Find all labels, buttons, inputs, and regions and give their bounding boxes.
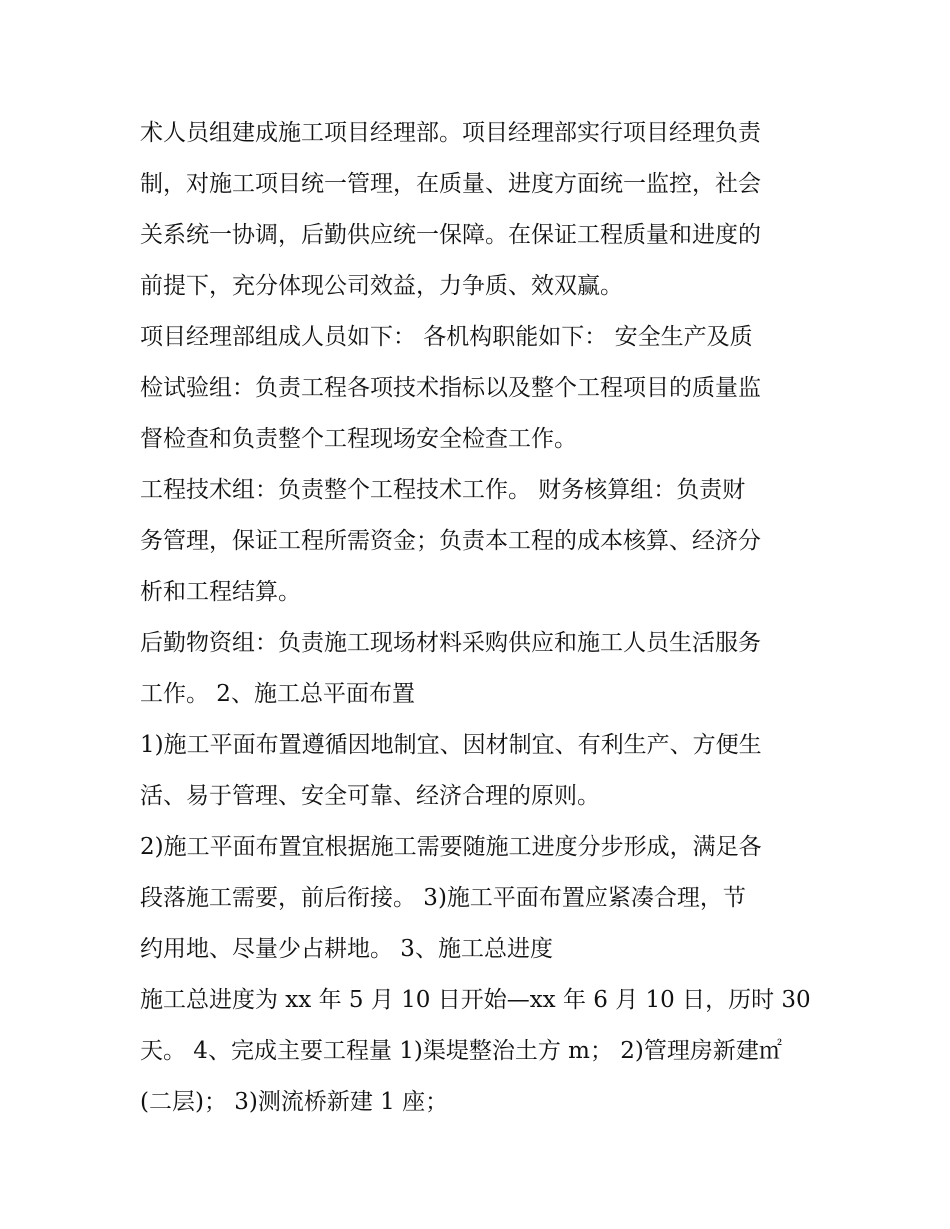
text-line: 制，对施工项目统一管理，在质量、进度方面统一监控，社会 — [140, 171, 761, 197]
text-line: 术人员组建成施工项目经理部。项目经理部实行项目经理负责 — [140, 120, 761, 146]
text-line: 督检查和负责整个工程现场安全检查工作。 — [140, 426, 577, 452]
text-line: 检试验组：负责工程各项技术指标以及整个工程项目的质量监 — [140, 375, 761, 401]
text-line: 项目经理部组成人员如下： 各机构职能如下： 安全生产及质 — [140, 324, 753, 350]
text-line: 1)施工平面布置遵循因地制宜、因材制宜、有利生产、方便生 — [140, 732, 762, 758]
text-line: 关系统一协调，后勤供应统一保障。在保证工程质量和进度的 — [140, 222, 761, 248]
text-line: 2)施工平面布置宜根据施工需要随施工进度分步形成，满足各 — [140, 834, 762, 860]
text-line: 析和工程结算。 — [140, 579, 301, 605]
text-line: 务管理，保证工程所需资金；负责本工程的成本核算、经济分 — [140, 528, 761, 554]
document-body — [140, 108, 820, 1128]
text-line: 施工总进度为 xx 年 5 月 10 日开始—xx 年 6 月 10 日，历时 30 — [140, 987, 811, 1013]
text-line: 约用地、尽量少占耕地。 3、施工总进度 — [140, 936, 553, 962]
text-line: 后勤物资组：负责施工现场材料采购供应和施工人员生活服务 — [140, 630, 761, 656]
text-line: 活、易于管理、安全可靠、经济合理的原则。 — [140, 783, 600, 809]
text-line: 工程技术组：负责整个工程技术工作。 财务核算组：负责财 — [140, 477, 746, 503]
text-line: 段落施工需要，前后衔接。 3)施工平面布置应紧凑合理，节 — [140, 885, 746, 911]
text-line: (二层)； 3)测流桥新建 1 座； — [140, 1089, 449, 1115]
text-line: 天。 4、完成主要工程量 1)渠堤整治土方 m； 2)管理房新建㎡ — [140, 1038, 782, 1064]
text-line: 前提下，充分体现公司效益，力争质、效双赢。 — [140, 273, 623, 299]
text-line: 工作。 2、施工总平面布置 — [140, 681, 415, 707]
